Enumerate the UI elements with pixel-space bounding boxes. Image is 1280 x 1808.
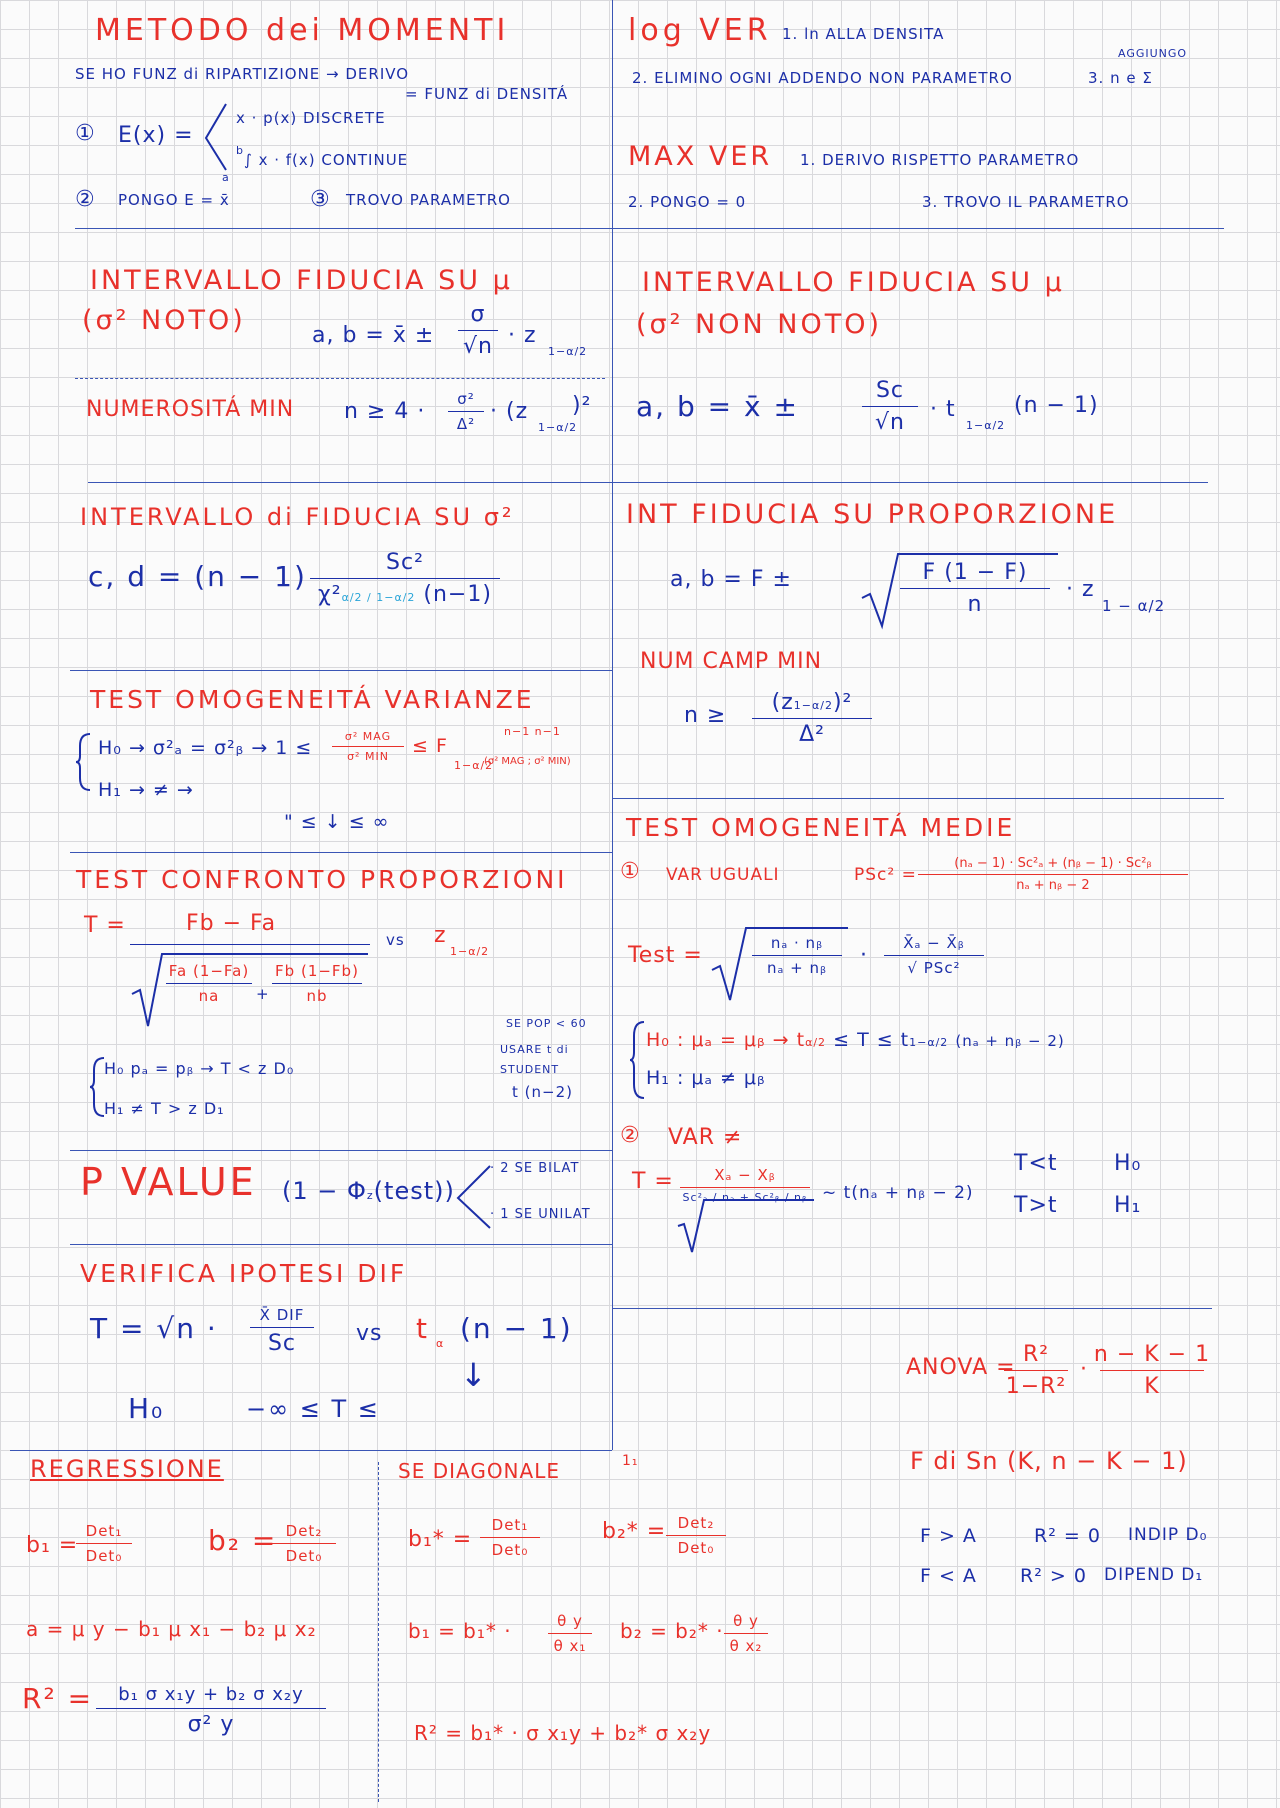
ic-prop-nummin-lhs: n ≥ (684, 703, 727, 728)
test-prop-zsub: 1−α/2 (450, 945, 490, 958)
divider-top-right (612, 228, 1224, 229)
test-medie-t-dist: ~ t(nₐ + nᵦ − 2) (822, 1183, 974, 1203)
test-prop-h0: H₀ pₐ = pᵦ → T < z D₀ (104, 1059, 295, 1078)
regr-b2-den: Det₀ (285, 1547, 323, 1565)
fraction-bar (448, 411, 484, 412)
ic-prop-nummin-num (772, 690, 853, 715)
pvalue-expr-text: (1 − Φ (282, 1177, 367, 1205)
regr-bs2-frac (666, 1514, 726, 1557)
anova-r1b: R² = 0 (1034, 1525, 1101, 1547)
brace-icon (630, 1020, 646, 1100)
ic-mu-noto-num: σ (470, 302, 486, 327)
mom-line1b: = FUNZ di DENSITÁ (405, 85, 569, 103)
mom-lim-b: b (236, 144, 244, 157)
maxver-s1: 1. DERIVO RISPETTO PARAMETRO (800, 151, 1080, 169)
regr-c2-frac (724, 1612, 768, 1655)
test-var-f: ≤ F (412, 735, 448, 757)
test-medie-h0 (646, 1030, 1065, 1051)
regr-b1: b₁ = (26, 1533, 79, 1558)
regr-b2-frac (272, 1522, 336, 1565)
ic-prop-nummin-frac (752, 690, 872, 747)
test-medie-ps-lhs: PSc² = (854, 865, 917, 885)
test-prop-den2 (272, 962, 362, 1005)
regr-c1-frac (548, 1612, 592, 1655)
mom-trovo: TROVO PARAMETRO (346, 191, 511, 209)
ic-sigma-den-sub: α/2 / 1−α/2 (341, 591, 416, 604)
regr-c2-num: θ y (733, 1612, 759, 1630)
divider-row6-left (70, 1244, 612, 1245)
fraction-bar (332, 746, 404, 747)
test-medie-t1-num: nₐ · nᵦ (770, 934, 824, 952)
regr-c1-num: θ y (557, 1612, 583, 1630)
regr-bs2-den: Det₀ (677, 1539, 715, 1557)
mom-line1: SE HO FUNZ di RIPARTIZIONE → DERIVO (75, 65, 410, 83)
divider-row2 (88, 482, 1208, 483)
ic-mu-nonnoto-den: √n (875, 410, 905, 435)
brace-icon (200, 100, 230, 180)
ic-prop-nummin-numsub: 1−α/2 (793, 699, 833, 712)
divider-dashed-mu (75, 378, 605, 379)
fraction-bar (96, 1708, 326, 1709)
mom-lim-a: a (222, 171, 230, 184)
anova-n1: R² (1022, 1342, 1050, 1367)
test-prop-num: Fb − Fa (186, 911, 277, 936)
anova-dot: · (1080, 1357, 1088, 1382)
anova-n2: n − K − 1 (1093, 1342, 1211, 1367)
ic-sigma-den (318, 582, 492, 607)
test-medie-ps-den: nₐ + nᵦ − 2 (1016, 878, 1090, 893)
ic-prop-title: INT FIDUCIA SU PROPORZIONE (626, 499, 1119, 530)
test-medie-ps-num: (nₐ − 1) · Sc²ₐ + (nᵦ − 1) · Sc²ᵦ (954, 856, 1152, 871)
test-prop-den1-den: na (198, 987, 220, 1005)
test-prop-plus: + (256, 985, 270, 1003)
verifica-title: VERIFICA IPOTESI DIF (80, 1259, 408, 1288)
anova-d1: 1−R² (1005, 1374, 1067, 1399)
sqrt-icon (678, 1196, 818, 1256)
test-medie-t1-den: nₐ + nᵦ (766, 959, 828, 977)
ic-mu-noto-z: · z (508, 323, 537, 348)
test-medie-dec1a: T<t (1014, 1151, 1058, 1176)
ic-prop-nummin-den: Δ² (799, 722, 825, 747)
test-prop-note1: SE POP < 60 (506, 1017, 587, 1030)
verifica-vs: vs (356, 1321, 383, 1346)
nummin-close: )² (572, 393, 592, 418)
regr-r2-den: σ² y (187, 1712, 235, 1737)
fraction-bar (458, 330, 498, 331)
verifica-num: X̄ DIF (259, 1306, 305, 1324)
regr-b1-frac (76, 1522, 132, 1565)
test-medie-t1-frac (752, 934, 842, 977)
ic-sigma-frac (310, 550, 500, 607)
regr-c2: b₂ = b₂* · (620, 1619, 724, 1643)
regr-r2: R² = (22, 1682, 94, 1715)
pvalue-expr2: (test)) (373, 1177, 455, 1205)
pvalue-title: P VALUE (80, 1160, 257, 1204)
test-prop-note3: STUDENT (500, 1063, 560, 1076)
test-prop-den1-num: Fa (1−Fa) (168, 962, 250, 980)
test-var-fargs-top: n−1 n−1 (504, 725, 561, 738)
anova-frac2 (1093, 1342, 1211, 1399)
test-medie-h0-mid: ≤ T ≤ t (833, 1029, 910, 1051)
test-medie-t2-den: √ PSc² (907, 959, 961, 977)
test-medie-h0-sub2: 1−α/2 (909, 1036, 949, 1049)
logver-s3b: 3. n e Σ (1088, 69, 1153, 87)
regr-r2-num: b₁ σ x₁y + b₂ σ x₂y (118, 1684, 304, 1705)
test-medie-dot: · (860, 943, 868, 968)
regr-bs1-den: Det₀ (491, 1541, 529, 1559)
verifica-bounds: −∞ ≤ T ≤ (246, 1395, 380, 1423)
test-medie-var-diverse: VAR ≠ (668, 1125, 743, 1150)
anova-f: F di Sn (K, n − K − 1) (910, 1447, 1188, 1475)
nummin-z: · (z (490, 399, 529, 424)
pvalue-expr (282, 1178, 455, 1204)
regr-b2: b₂ = (208, 1524, 278, 1557)
test-medie-t-lhs: T = (632, 1169, 674, 1194)
ic-prop-nummin-num-text: (z (771, 690, 794, 715)
mom-title: METODO dei MOMENTI (95, 13, 510, 48)
test-var-fsub: 1−α/2 (454, 759, 494, 772)
test-prop-den1 (166, 962, 252, 1005)
ic-prop-nummin-label: NUM CAMP MIN (640, 649, 823, 674)
test-medie-t-num: Xₐ − Xᵦ (714, 1166, 776, 1184)
divider-row3-left (70, 670, 612, 671)
ic-prop-num: F (1 − F) (922, 560, 1028, 585)
test-prop-lhs: T = (84, 913, 126, 938)
anova-r1a: F > A (920, 1525, 977, 1547)
anova-r2b: R² > 0 (1020, 1565, 1087, 1587)
ic-mu-noto-den: √n (463, 334, 493, 359)
test-var-title: TEST OMOGENEITÁ VARIANZE (90, 685, 535, 714)
fraction-bar (166, 983, 252, 984)
mom-n1: ① (75, 121, 96, 146)
test-prop-den2-num: Fb (1−Fb) (275, 962, 359, 980)
regr-b2-num: Det₂ (285, 1522, 323, 1540)
maxver-s2: 2. PONGO = 0 (628, 193, 747, 211)
anova-r2a: F < A (920, 1565, 977, 1587)
regr-bs1-num: Det₁ (491, 1516, 529, 1534)
ic-sigma-num: Sc² (386, 550, 424, 575)
divider-regr-top (10, 1450, 612, 1451)
test-medie-h0-sub: α/2 (805, 1036, 827, 1049)
fraction-bar (480, 1537, 540, 1538)
regr-bs1: b₁* = (408, 1527, 473, 1552)
test-var-fargs: (σ² MAG ; σ² MIN) (484, 756, 571, 767)
anova-frac1 (1004, 1342, 1068, 1399)
ic-mu-noto-lhs: a, b = x̄ ± (312, 323, 435, 348)
regr-bs1-frac (480, 1516, 540, 1559)
fraction-bar (666, 1535, 726, 1536)
test-prop-note4: t (n−2) (512, 1083, 573, 1101)
divider-top-left (75, 228, 612, 229)
regr-bs2: b₂* = (602, 1519, 667, 1544)
brace-icon (76, 732, 92, 792)
ic-prop-frac (900, 560, 1050, 617)
logver-s1: 1. ln ALLA DENSITA (782, 25, 945, 43)
fraction-bar (918, 874, 1188, 875)
ic-mu-nonnoto-tsub: 1−α/2 (966, 419, 1006, 432)
fraction-bar (250, 1327, 314, 1328)
test-prop-h1: H₁ ≠ T > z D₁ (104, 1099, 225, 1118)
ic-mu-noto-title2: (σ² NOTO) (82, 305, 246, 336)
maxver-s3: 3. TROVO IL PARAMETRO (922, 193, 1130, 211)
verifica-arrow: ↓ (460, 1356, 489, 1394)
test-medie-dec1b: H₀ (1114, 1151, 1142, 1176)
regr-b1-num: Det₁ (85, 1522, 123, 1540)
nummin-zsub: 1−α/2 (538, 421, 578, 434)
nummin-den: Δ² (456, 415, 476, 433)
pvalue-opt2: · 1 SE UNILAT (490, 1207, 591, 1222)
test-prop-title: TEST CONFRONTO PROPORZIONI (76, 865, 568, 894)
ic-sigma-chi: χ² (318, 582, 342, 607)
verifica-den: Sc (267, 1331, 297, 1356)
ic-prop-lhs: a, b = F ± (670, 567, 792, 592)
center-divider (612, 0, 613, 1450)
fraction-bar (1100, 1370, 1204, 1371)
anova-r2c: DIPEND D₁ (1104, 1565, 1204, 1585)
verifica-frac (250, 1306, 314, 1356)
test-medie-t2-frac (884, 934, 984, 977)
logver-s2: 2. ELIMINO OGNI ADDENDO NON PARAMETRO (632, 69, 1013, 87)
nummin-frac (448, 390, 484, 433)
fraction-bar (272, 1543, 336, 1544)
ic-mu-nonnoto-t: · t (930, 397, 956, 422)
regr-c2-den: θ x₂ (729, 1637, 763, 1655)
test-var-frac-num: σ² MAG (344, 730, 392, 743)
regr-c1: b₁ = b₁* · (408, 1619, 512, 1643)
test-medie-h0-text: H₀ : μₐ = μᵦ → t (646, 1029, 806, 1051)
test-prop-bar (130, 944, 370, 945)
fraction-bar (548, 1633, 592, 1634)
fraction-bar (752, 718, 872, 719)
divider-row5-left (70, 1150, 612, 1151)
test-medie-dec2a: T>t (1014, 1193, 1058, 1218)
fraction-bar (310, 578, 500, 579)
ic-sigma-title: INTERVALLO di FIDUCIA SU σ² (80, 503, 515, 531)
divider-row-right-mid (612, 1308, 1212, 1309)
ic-mu-noto-zsub: 1−α/2 (548, 345, 588, 358)
mom-cont: ∫ x · f(x) CONTINUE (244, 151, 409, 169)
verifica-t: t (416, 1312, 429, 1345)
ic-mu-nonnoto-targ: (n − 1) (1014, 393, 1099, 418)
divider-row3-right (612, 798, 1224, 799)
angle-bracket-icon (456, 1164, 492, 1230)
ic-prop-den: n (967, 592, 983, 617)
ic-mu-nonnoto-title1: INTERVALLO FIDUCIA SU μ (642, 267, 1065, 298)
regr-a: a = μ y − b₁ μ x₁ − b₂ μ x₂ (26, 1617, 317, 1641)
mom-n3: ③ (310, 187, 331, 212)
ic-prop-nummin-numclose: )² (832, 690, 853, 715)
ic-prop-zsub: 1 − α/2 (1102, 597, 1166, 615)
verifica-tsub: α (436, 1337, 445, 1350)
test-medie-title: TEST OMOGENEITÁ MEDIE (626, 813, 1016, 842)
test-medie-var-uguali: VAR UGUALI (666, 865, 780, 885)
mom-disc: x · p(x) DISCRETE (236, 109, 386, 127)
regr-title: REGRESSIONE (30, 1455, 224, 1483)
logver-title: log VER (628, 13, 772, 48)
test-prop-vs: vs (386, 931, 405, 949)
test-var-frac-den: σ² MIN (347, 750, 389, 763)
mom-n2: ② (75, 187, 96, 212)
test-medie-n1: ① (620, 859, 641, 884)
mom-pongo: PONGO E = x̄ (118, 191, 230, 209)
ic-mu-noto-frac (458, 302, 498, 359)
test-medie-t-den: Sc²ₐ / nₐ + Sc²ᵦ / nᵦ (682, 1191, 808, 1204)
ic-sigma-lhs: c, d = (n − 1) (88, 560, 307, 593)
mom-ex: E(x) = (118, 123, 194, 148)
test-prop-note2: USARE t di (500, 1043, 569, 1056)
fraction-bar (884, 955, 984, 956)
anova-lhs: ANOVA = (906, 1355, 1016, 1380)
divider-row4-left (70, 852, 612, 853)
pvalue-sub: z (366, 1189, 374, 1202)
fraction-bar (680, 1187, 810, 1188)
fraction-bar (76, 1543, 132, 1544)
test-var-h1: H₁ → ≠ → (98, 779, 194, 801)
regr-r2-frac (96, 1684, 326, 1737)
fraction-bar (724, 1633, 768, 1634)
verifica-targ: (n − 1) (460, 1312, 573, 1345)
ic-mu-nonnoto-frac (862, 378, 918, 435)
anova-d2: K (1144, 1374, 1160, 1399)
regr-r2s: R² = b₁* · σ x₁y + b₂* σ x₂y (414, 1721, 712, 1745)
test-prop-z: z (434, 923, 447, 948)
ic-prop-z: · z (1066, 577, 1095, 602)
regr-c1-den: θ x₁ (553, 1637, 587, 1655)
ic-mu-noto-title1: INTERVALLO FIDUCIA SU μ (90, 265, 513, 296)
ic-sigma-den-arg: (n−1) (423, 582, 492, 607)
fraction-bar (900, 588, 1050, 589)
nummin-num: σ² (457, 390, 475, 408)
test-medie-test-lhs: Test = (628, 943, 703, 968)
logver-s3a: AGGIUNGO (1118, 47, 1188, 60)
test-medie-h1: H₁ : μₐ ≠ μᵦ (646, 1067, 766, 1089)
anova-r1c: INDIP D₀ (1128, 1525, 1208, 1545)
regr-diag-title: SE DIAGONALE (398, 1459, 560, 1483)
test-var-row3: " ≤ ↓ ≤ ∞ (284, 811, 390, 833)
fraction-bar (752, 955, 842, 956)
nummin-lhs: n ≥ 4 · (344, 399, 426, 424)
pvalue-opt1: · 2 SE BILAT (490, 1161, 580, 1176)
test-var-h0: H₀ → σ²ₐ = σ²ᵦ → 1 ≤ (98, 737, 313, 759)
ic-mu-nonnoto-title2: (σ² NON NOTO) (636, 309, 883, 340)
test-medie-ps-frac (918, 856, 1188, 893)
regr-b1-den: Det₀ (85, 1547, 123, 1565)
divider-regr-vertical (378, 1462, 379, 1802)
test-medie-t2-num: X̄ₐ − X̄ᵦ (903, 934, 965, 952)
ic-mu-nonnoto-num: Sc (875, 378, 905, 403)
fraction-bar (272, 983, 362, 984)
test-medie-n2: ② (620, 1123, 641, 1148)
test-medie-dec2b: H₁ (1114, 1193, 1142, 1218)
test-var-frac (332, 730, 404, 763)
fraction-bar (862, 406, 918, 407)
verifica-lhs: T = √n · (90, 1312, 218, 1345)
ic-mu-nonnoto-lhs: a, b = x̄ ± (636, 390, 799, 423)
verifica-h0: H₀ (128, 1392, 165, 1425)
nummin-label: NUMEROSITÁ MIN (86, 397, 295, 422)
regr-diag-mark: 1₁ (622, 1453, 639, 1469)
regr-bs2-num: Det₂ (677, 1514, 715, 1532)
maxver-title: MAX VER (628, 141, 773, 172)
fraction-bar (1004, 1370, 1068, 1371)
test-medie-h0-arg: (nₐ + nᵦ − 2) (955, 1032, 1065, 1050)
test-prop-den2-den: nb (306, 987, 328, 1005)
